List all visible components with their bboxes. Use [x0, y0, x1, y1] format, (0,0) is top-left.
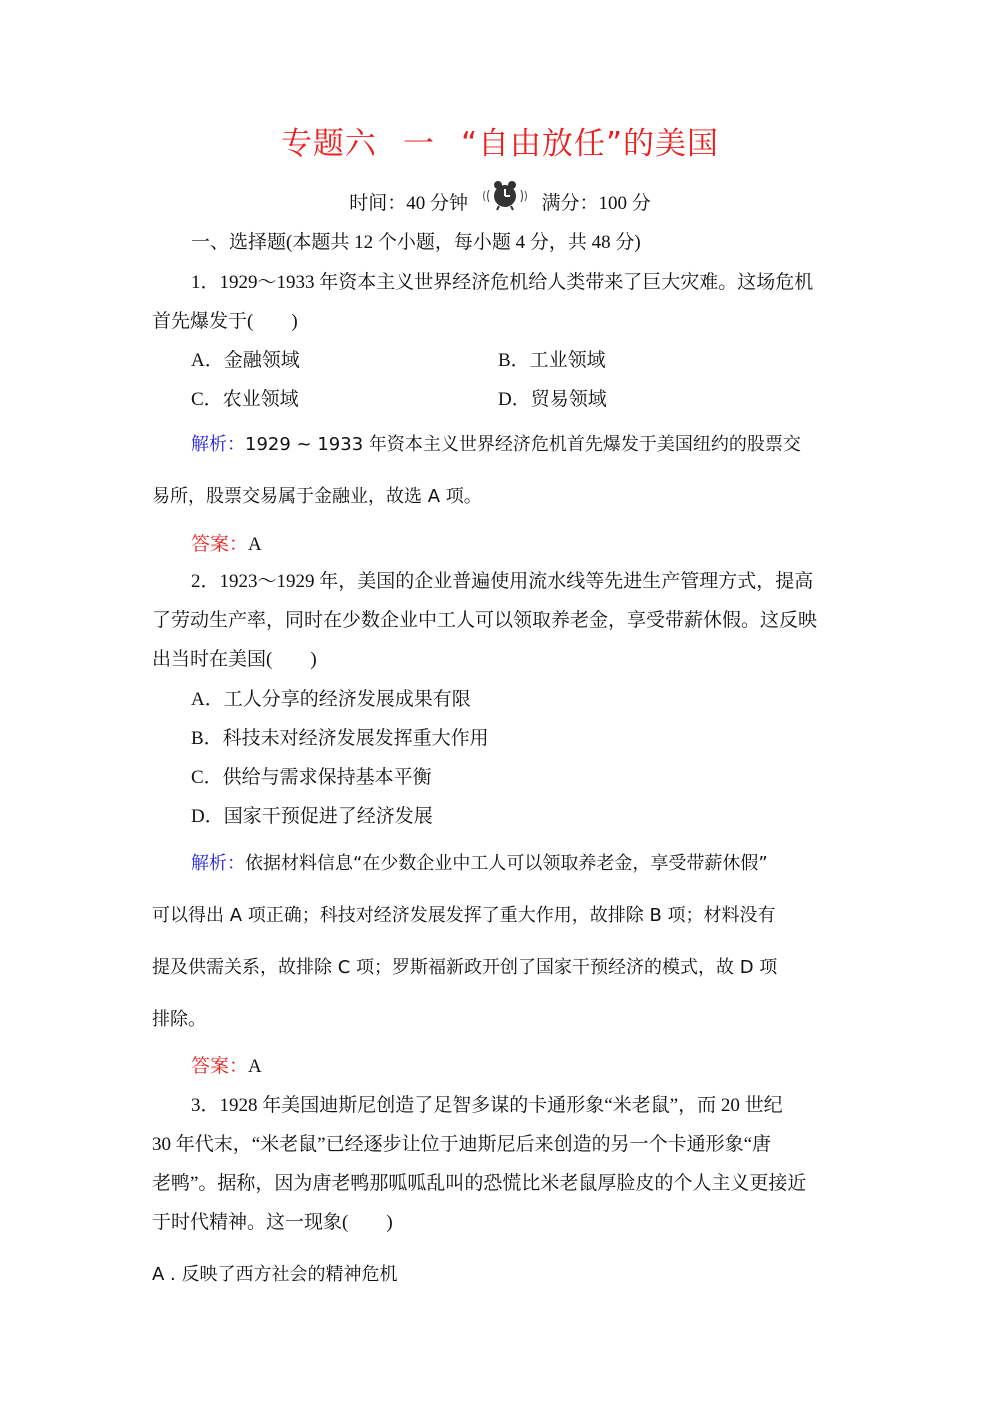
page-title — [0, 118, 1000, 163]
question-2-line-1: 2．1923～1929 年，美国的企业普遍使用流水线等先进生产管理方式，提高 — [191, 571, 814, 592]
exam-meta — [0, 188, 1000, 218]
question-2-analysis-line-3: 提及供需关系，故排除 C 项；罗斯福新政开创了国家干预经济的模式，故 D 项 — [152, 957, 778, 978]
question-2-answer — [191, 1053, 262, 1080]
question-1-analysis — [191, 432, 801, 458]
question-3-line-3: 老鸭”。据称，因为唐老鸭那呱呱乱叫的恐慌比米老鼠厚脸皮的个人主义更接近 — [152, 1173, 807, 1194]
question-2-line-3: 出当时在美国( ) — [152, 649, 317, 670]
question-2-line-2: 了劳动生产率，同时在少数企业中工人可以领取养老金，享受带薪休假。这反映 — [152, 610, 818, 631]
question-3-line-2: 30 年代末，“米老鼠”已经逐步让位于迪斯尼后来创造的另一个卡通形象“唐 — [152, 1134, 772, 1155]
answer-label: 答案： — [191, 533, 249, 555]
question-2-option-d: D．国家干预促进了经济发展 — [191, 806, 433, 827]
analysis-text: 依据材料信息“在少数企业中工人可以领取养老金，享受带薪休假” — [245, 853, 768, 874]
answer-value: A — [248, 1056, 262, 1077]
question-1-line-2: 首先爆发于( ) — [152, 311, 298, 332]
question-3-option-a: A . 反映了西方社会的精神危机 — [152, 1264, 398, 1285]
title-number: 一 — [402, 126, 435, 162]
analysis-label: 解析： — [191, 434, 245, 455]
question-1-option-d: D．贸易领域 — [498, 389, 607, 410]
question-2-analysis-line-4: 排除。 — [152, 1009, 206, 1030]
answer-value: A — [248, 534, 262, 555]
question-2-option-b: B．科技未对经济发展发挥重大作用 — [191, 728, 489, 749]
title-subject: “自由放任”的美国 — [460, 126, 720, 162]
question-2-analysis — [191, 851, 768, 877]
question-1-answer — [191, 531, 262, 558]
title-topic: 专题六 — [280, 126, 377, 162]
question-3-line-1: 3．1928 年美国迪斯尼创造了足智多谋的卡通形象“米老鼠”，而 20 世纪 — [191, 1095, 783, 1116]
answer-label: 答案： — [191, 1055, 249, 1077]
question-2-option-c: C．供给与需求保持基本平衡 — [191, 767, 432, 788]
question-1-option-b: B．工业领域 — [498, 350, 606, 371]
analysis-text: 1929 ~ 1933 年资本主义世界经济危机首先爆发于美国纽约的股票交 — [245, 434, 801, 455]
analysis-label: 解析： — [191, 853, 245, 874]
question-3-line-4: 于时代精神。这一现象( ) — [152, 1212, 393, 1233]
full-score: 满分：100 分 — [541, 193, 651, 214]
question-1-option-a: A．金融领域 — [191, 350, 300, 371]
question-1-line-1: 1．1929～1933 年资本主义世界经济危机给人类带来了巨大灾难。这场危机 — [191, 272, 814, 293]
question-2-option-a: A．工人分享的经济发展成果有限 — [191, 689, 471, 710]
question-1-analysis-line-2: 易所，股票交易属于金融业，故选 A 项。 — [152, 486, 482, 507]
question-2-analysis-line-2: 可以得出 A 项正确；科技对经济发展发挥了重大作用，故排除 B 项；材料没有 — [152, 905, 776, 926]
question-1-option-c: C．农业领域 — [191, 389, 299, 410]
alarm-clock-icon — [481, 178, 529, 218]
time-limit: 时间：40 分钟 — [349, 193, 468, 214]
section-heading: 一、选择题(本题共 12 个小题，每小题 4 分，共 48 分) — [191, 232, 641, 253]
